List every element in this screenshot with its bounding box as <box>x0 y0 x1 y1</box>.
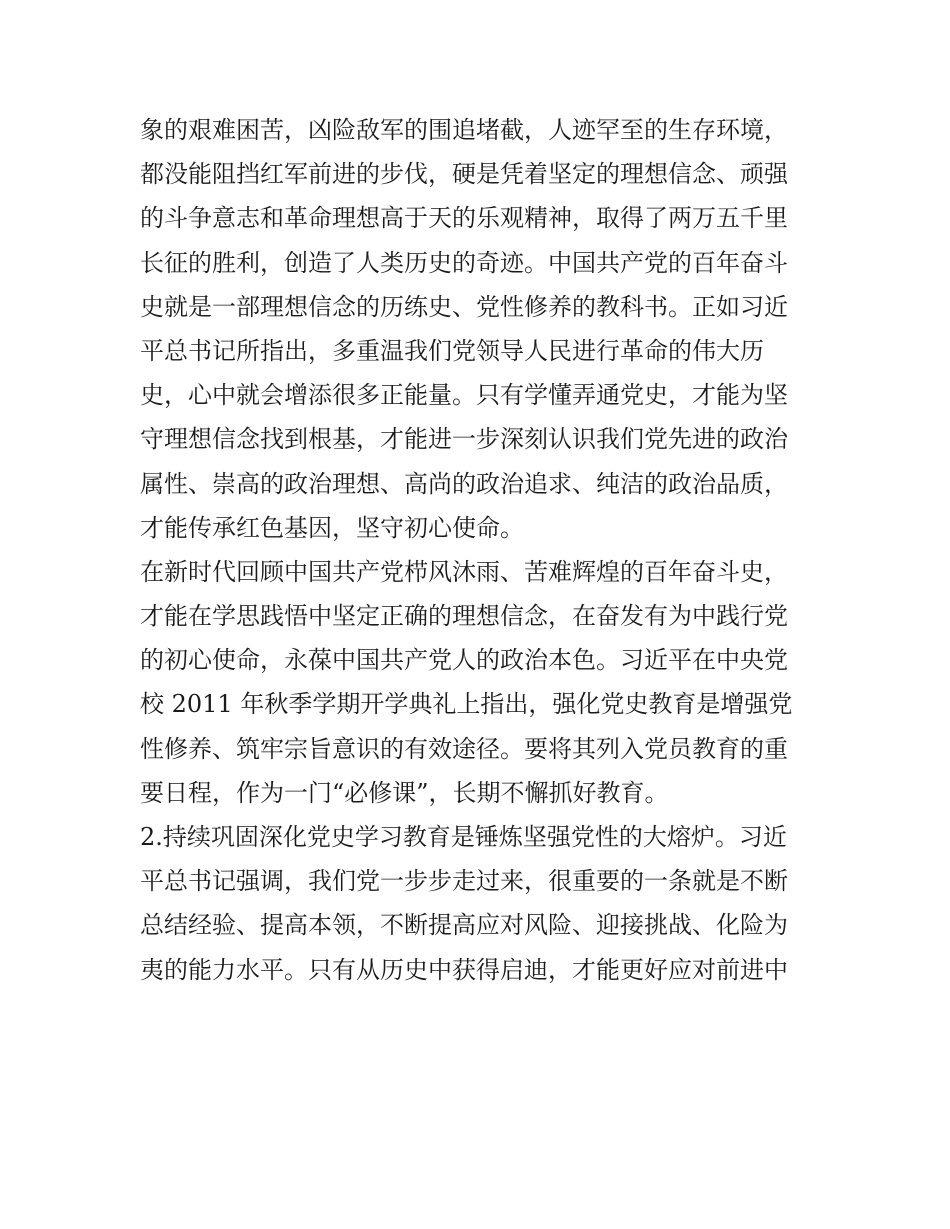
text-line: 在新时代回顾中国共产党栉风沐雨、苦难辉煌的百年奋斗史， <box>140 557 788 586</box>
text-line: 史就是一部理想信念的历练史、党性修养的教科书。正如习近 <box>140 292 788 321</box>
text-line: 属性、崇高的政治理想、高尚的政治追求、纯洁的政治品质， <box>140 469 788 498</box>
text-line: 总结经验、提高本领，不断提高应对风险、迎接挑战、化险为 <box>140 911 788 940</box>
text-line: 长征的胜利，创造了人类历史的奇迹。中国共产党的百年奋斗 <box>140 248 788 277</box>
text-line: 象的艰难困苦，凶险敌军的围追堵截，人迹罕至的生存环境， <box>140 116 788 144</box>
text-line: 的初心使命，永葆中国共产党人的政治本色。习近平在中央党 <box>140 646 788 675</box>
text-line: 才能传承红色基因，坚守初心使命。 <box>140 513 524 542</box>
text-line: 要日程，作为一门“必修课”，长期不懈抓好教育。 <box>140 778 669 807</box>
text-line: 性修养、筑牢宗旨意识的有效途径。要将其列入党员教育的重 <box>140 734 788 763</box>
text-line: 都没能阻挡红军前进的步伐，硬是凭着坚定的理想信念、顽强 <box>140 160 788 189</box>
text-line: 才能在学思践悟中坚定正确的理想信念，在奋发有为中践行党 <box>140 602 788 631</box>
body-text <box>140 108 820 992</box>
text-line: 守理想信念找到根基，才能进一步深刻认识我们党先进的政治 <box>140 425 788 454</box>
text-line: 2.持续巩固深化党史学习教育是锤炼坚强党性的大熔炉。习近 <box>140 823 787 851</box>
text-line: 的斗争意志和革命理想高于天的乐观精神，取得了两万五千里 <box>140 204 788 233</box>
text-line: 史，心中就会增添很多正能量。只有学懂弄通党史，才能为坚 <box>140 381 788 410</box>
text-line: 平总书记强调，我们党一步步走过来，很重要的一条就是不断 <box>140 867 788 896</box>
text-line: 平总书记所指出，多重温我们党领导人民进行革命的伟大历 <box>140 336 764 365</box>
text-line: 校 2011 年秋季学期开学典礼上指出，强化党史教育是增强党 <box>140 690 793 719</box>
text-line: 夷的能力水平。只有从历史中获得启迪，才能更好应对前进中 <box>140 955 788 984</box>
